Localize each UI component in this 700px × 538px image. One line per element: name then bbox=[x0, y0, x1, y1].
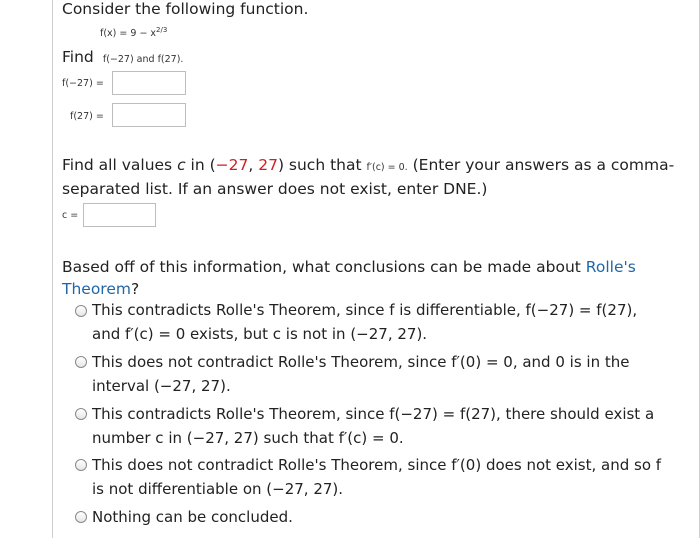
option-2-line2: interval (−27, 27). bbox=[92, 377, 231, 395]
find-expression: f(−27) and f(27). bbox=[102, 54, 184, 65]
f-neg27-label: f(−27) = bbox=[62, 78, 104, 89]
option-5-text[interactable] bbox=[92, 505, 293, 529]
option-1-line2: and f′(c) = 0 exists, but c is not in (−27, 27). bbox=[92, 325, 428, 343]
find-instruction bbox=[62, 47, 183, 66]
values-question-line1 bbox=[62, 156, 674, 174]
f-neg27-input[interactable] bbox=[112, 71, 186, 95]
c-label: c = bbox=[62, 210, 79, 221]
c-input[interactable] bbox=[83, 203, 156, 227]
option-4-radio[interactable] bbox=[75, 459, 87, 471]
values-q-in: in ( bbox=[185, 156, 216, 174]
option-4-text[interactable] bbox=[92, 453, 661, 501]
option-3-radio[interactable] bbox=[75, 408, 87, 420]
values-question-line2: separated list. If an answer does not exist, enter DNE.) bbox=[62, 180, 488, 198]
f-27-input[interactable] bbox=[112, 103, 186, 127]
values-q-condition: f′(c) = 0. bbox=[366, 162, 408, 173]
option-4-line2: is not differentiable on (−27, 27). bbox=[92, 480, 344, 498]
option-1-line1: This contradicts Rolle's Theorem, since f is differentiable, f(−27) = f(27), bbox=[92, 301, 638, 319]
question-title: Consider the following function. bbox=[62, 0, 309, 18]
values-q-close: ) such that bbox=[277, 156, 367, 174]
function-definition bbox=[100, 26, 167, 39]
values-q-c: c bbox=[177, 156, 186, 174]
f-27-label: f(27) = bbox=[70, 111, 104, 122]
interval-upper: 27 bbox=[258, 156, 278, 174]
interval-lower: −27 bbox=[215, 156, 249, 174]
option-2-line1: This does not contradict Rolle's Theorem, since f′(0) = 0, and 0 is in the bbox=[92, 353, 630, 371]
rolle-q-pre: Based off of this information, what conclusions can be made about bbox=[62, 258, 586, 276]
option-3-line1: This contradicts Rolle's Theorem, since f(−27) = f(27), there should exist a bbox=[92, 405, 655, 423]
option-5-radio[interactable] bbox=[75, 511, 87, 523]
values-q-pre: Find all values bbox=[62, 156, 178, 174]
option-4-line1: This does not contradict Rolle's Theorem, since f′(0) does not exist, and so f bbox=[92, 456, 662, 474]
function-expression: f(x) = 9 − x bbox=[100, 28, 157, 40]
find-word: Find bbox=[62, 48, 94, 66]
theorem-link[interactable]: Theorem bbox=[62, 280, 131, 298]
rolles-link[interactable]: Rolle's bbox=[585, 258, 636, 276]
values-q-post: (Enter your answers as a comma- bbox=[407, 156, 675, 174]
option-2-text[interactable] bbox=[92, 350, 629, 398]
rolle-question-line2 bbox=[62, 280, 139, 298]
rolle-q-post: ? bbox=[130, 280, 140, 298]
rolle-question-line1 bbox=[62, 258, 636, 276]
option-3-line2: number c in (−27, 27) such that f′(c) = 0. bbox=[92, 429, 404, 447]
option-2-radio[interactable] bbox=[75, 356, 87, 368]
function-exponent: 2/3 bbox=[156, 26, 168, 34]
values-q-comma: , bbox=[248, 156, 259, 174]
option-1-text[interactable] bbox=[92, 298, 637, 346]
option-3-text[interactable] bbox=[92, 402, 654, 450]
option-1-radio[interactable] bbox=[75, 305, 87, 317]
option-5-line1: Nothing can be concluded. bbox=[92, 508, 293, 526]
